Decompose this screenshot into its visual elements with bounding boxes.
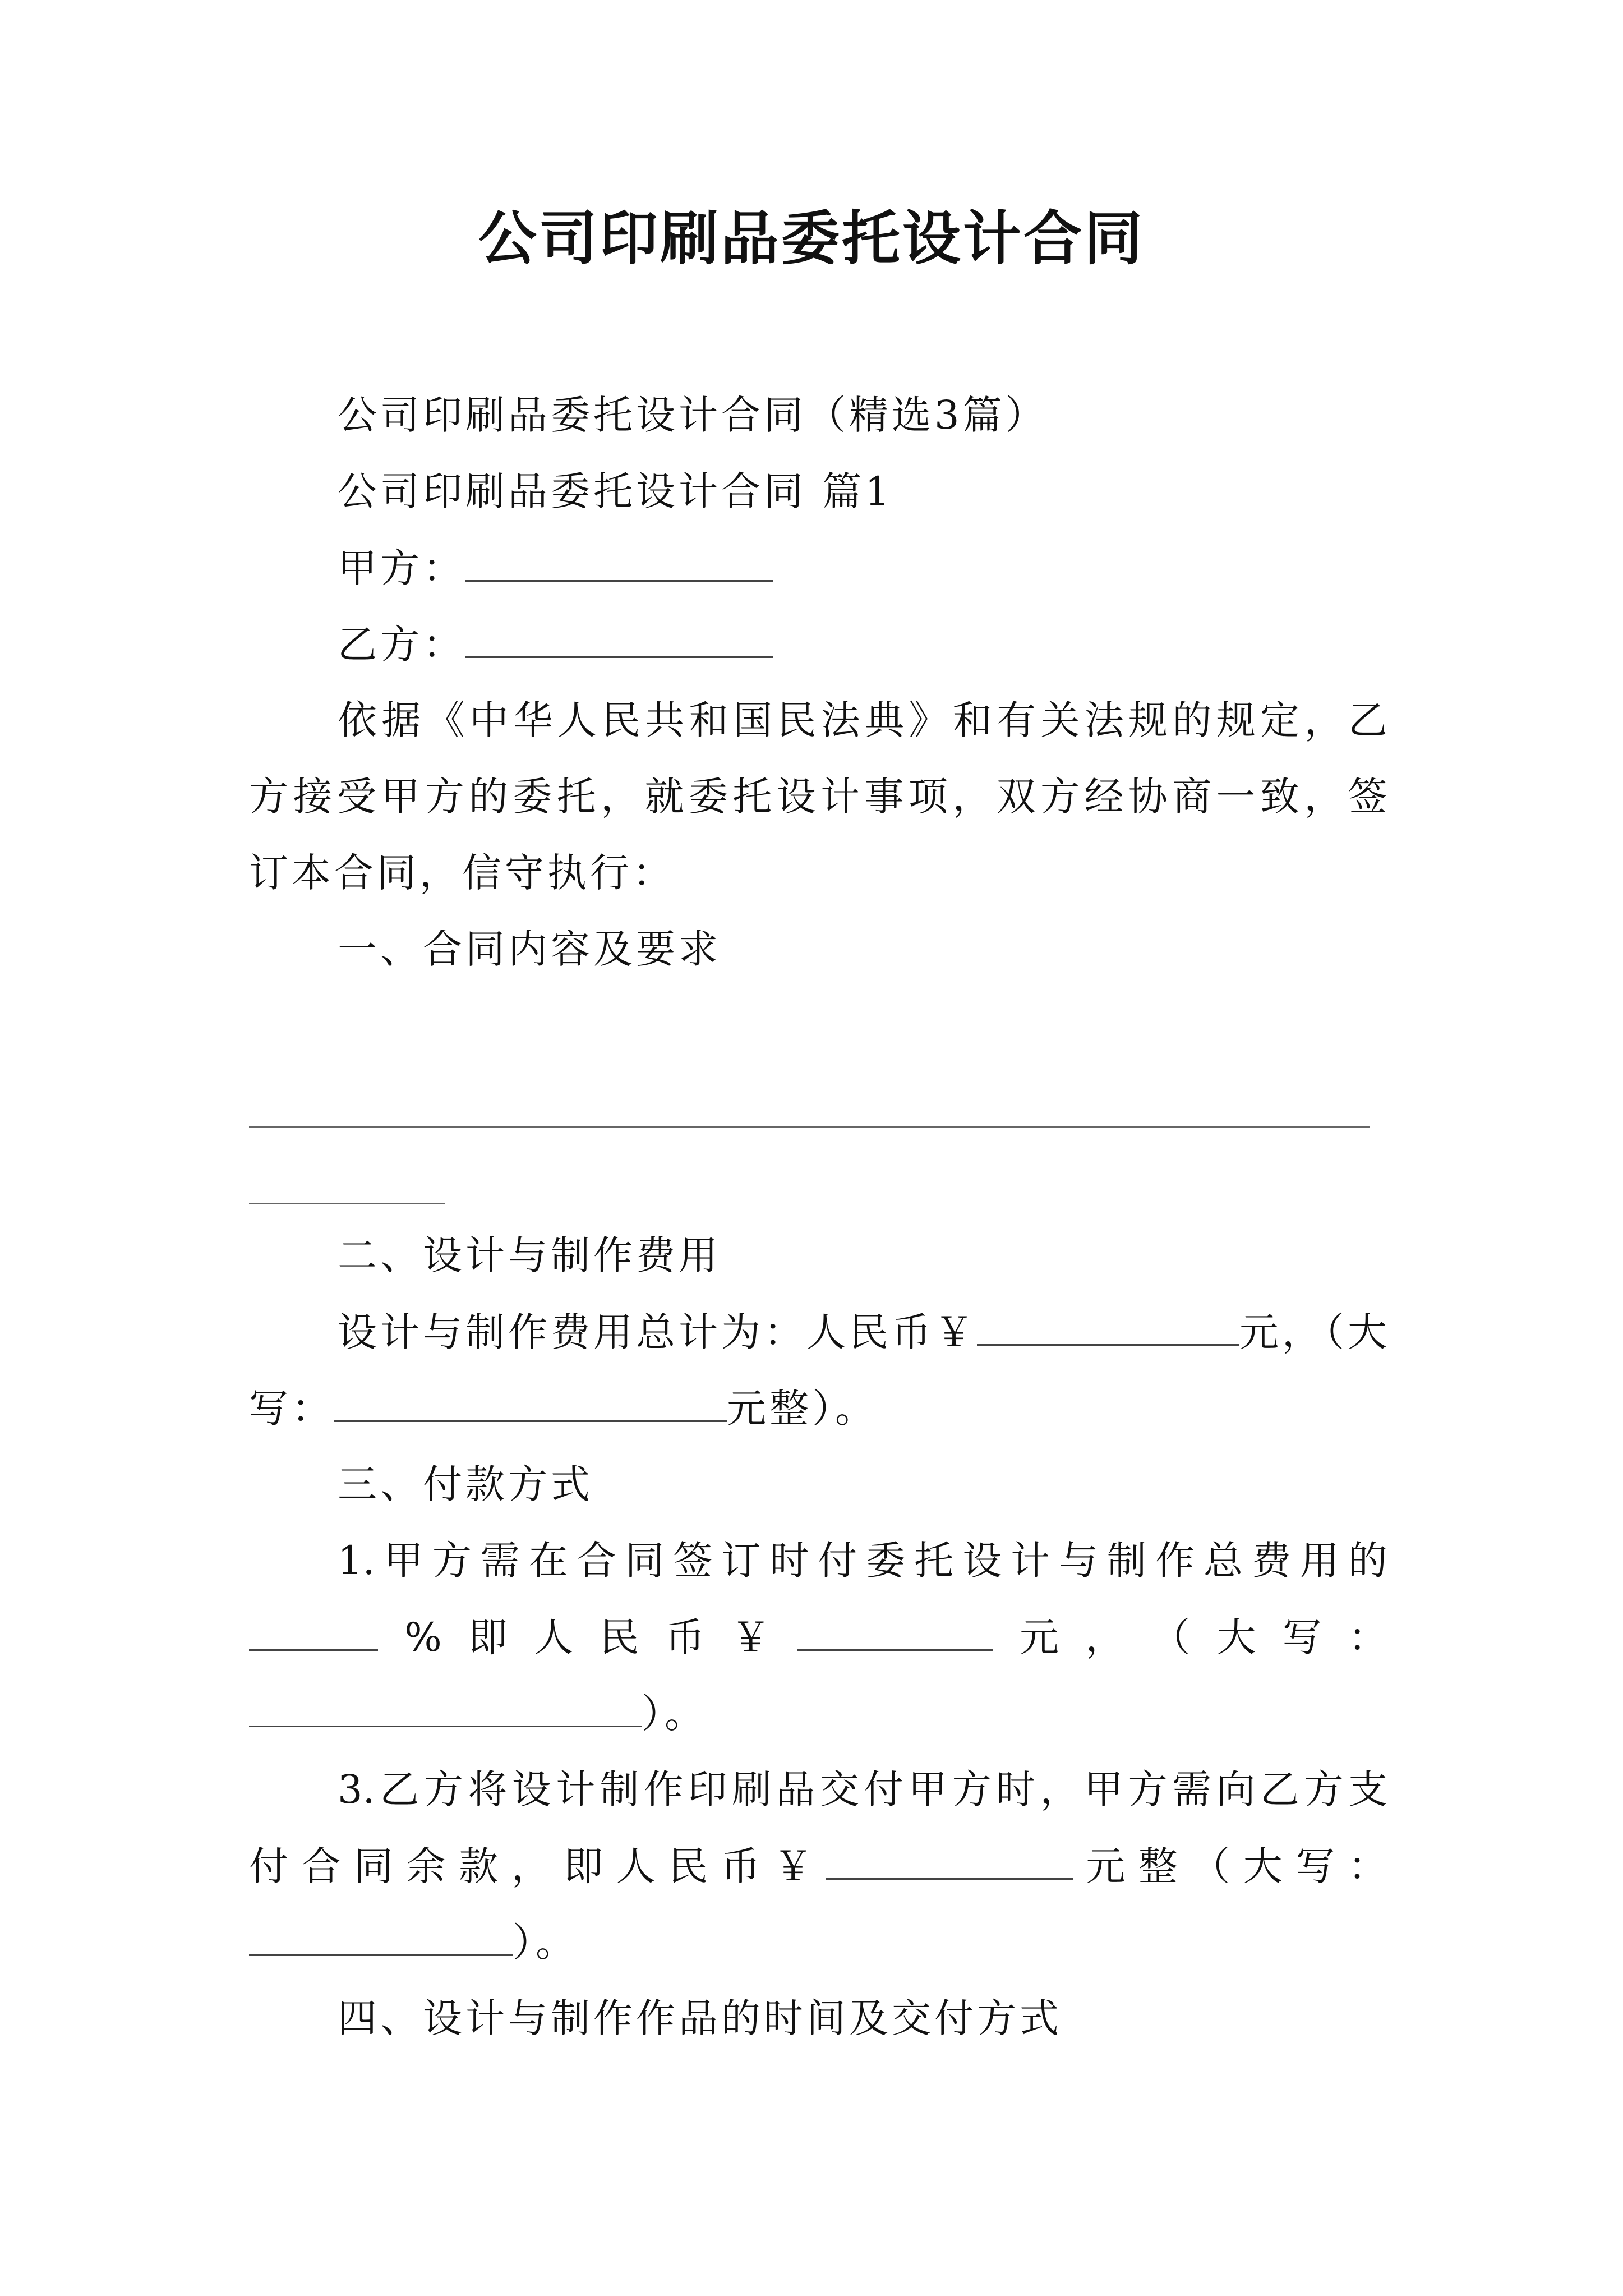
pay3-char: 刷 [732,1766,772,1812]
intro-char: 的 [468,774,508,820]
pay3-line-1 [338,1761,1387,1818]
pay3-char: 制 [600,1766,639,1812]
section-3-heading: 三、付款方式 [338,1461,593,1507]
intro-char: 和 [689,697,728,743]
pay3-char: （ [1191,1843,1230,1889]
pay3-char: 作 [644,1766,684,1812]
pay3-char: 民 [668,1843,708,1889]
intro-char: 和 [952,697,992,743]
intro-char: 乙 [1348,697,1387,743]
intro-char: 关 [1040,697,1080,743]
pay1-percent-blank[interactable] [249,1609,378,1651]
pay3-char: 乙 [1260,1766,1299,1812]
pay3-char: 计 [556,1766,596,1812]
pay1-char: 用 [1299,1538,1339,1584]
pay1-char: 币 [665,1614,705,1660]
intro-char: 规 [1128,697,1168,743]
pay3-char: 印 [688,1766,727,1812]
intro-char: 方 [1040,774,1080,820]
pay1-char: 的 [1348,1538,1387,1584]
document-title: 公司印刷品委托设计合同 [478,204,1145,273]
intro-char: 中 [469,697,509,743]
pay3-char: 需 [1172,1766,1211,1812]
intro-char: 委 [513,774,552,820]
intro-char: ， [952,774,992,820]
pay3-char: 余 [406,1843,446,1889]
requirements-blank-line-2[interactable] [249,1203,445,1204]
pay3-char: ： [1348,1843,1387,1889]
pay1-char: 总 [1203,1538,1243,1584]
intro-char: 协 [1128,774,1168,820]
pay1-char: 与 [1059,1538,1099,1584]
party-b-blank[interactable] [465,616,773,658]
intro-line-3: 订本合同，信守执行： [249,850,675,896]
pay1-char: 作 [1155,1538,1195,1584]
intro-char: 规 [1216,697,1256,743]
intro-char: 甲 [381,774,421,820]
intro-line-1 [338,692,1387,748]
intro-char: 人 [557,697,597,743]
section-1-heading: 一、合同内容及要求 [338,926,721,972]
intro-char: 委 [688,774,728,820]
pay3-char: 元 [1086,1843,1126,1889]
party-a-blank[interactable] [465,540,773,582]
pay3-char: 交 [820,1766,860,1812]
intro-char: 法 [1084,697,1124,743]
intro-char: 有 [997,697,1036,743]
pay3-char: 乙 [380,1766,419,1812]
intro-line-2 [249,769,1387,825]
fee-capital-label: 写： [249,1386,334,1432]
pay3-char: 方 [952,1766,992,1812]
pay1-char: 签 [673,1538,713,1584]
fee-suffix: 元，（大 [1239,1309,1390,1355]
pay3-char: 合 [301,1843,341,1889]
party-b-label: 乙方： [338,622,465,668]
document-subtitle: 公司印刷品委托设计合同（精选3篇） [338,392,1048,438]
pay1-char: ， [1085,1614,1125,1660]
pay1-line-1 [338,1533,1387,1589]
part-heading: 公司印刷品委托设计合同 篇1 [338,468,893,514]
intro-char: 托 [556,774,596,820]
fee-prefix: 设计与制作费用总计为：人民币￥ [338,1309,977,1355]
intro-char: 依 [338,697,377,743]
pay1-amount-blank[interactable] [797,1609,993,1651]
intro-char: 方 [249,774,288,820]
pay1-char: 付 [818,1538,857,1584]
pay3-char: 将 [468,1766,508,1812]
pay1-char: 费 [1251,1538,1291,1584]
fee-line-1 [338,1304,1390,1360]
intro-char: 法 [820,697,860,743]
fee-capital-blank[interactable] [334,1380,727,1422]
intro-char: 经 [1084,774,1124,820]
intro-char: 共 [645,697,685,743]
pay1-char: ： [1348,1614,1387,1660]
pay1-char: 需 [480,1538,520,1584]
pay3-line-3 [249,1914,1387,1971]
pay3-capital-blank[interactable] [249,1914,513,1956]
fee-line-2 [249,1380,1387,1437]
pay3-char: 款 [459,1843,499,1889]
pay1-char: 在 [528,1538,568,1584]
pay1-capital-blank[interactable] [249,1685,642,1727]
pay1-line-2 [249,1609,1387,1665]
pay1-char: ￥ [731,1614,771,1660]
pay3-char: 甲 [908,1766,948,1812]
pay1-capital-suffix: ）。 [642,1691,707,1737]
pay3-char: 方 [1128,1766,1168,1812]
intro-char: 接 [293,774,333,820]
pay1-char: 甲 [384,1538,423,1584]
pay1-char: 委 [866,1538,906,1584]
intro-char: 典 [865,697,905,743]
pay1-char: 方 [432,1538,472,1584]
intro-char: 托 [732,774,772,820]
intro-char: 设 [776,774,816,820]
intro-char: 据 [381,697,421,743]
pay3-char: 即 [564,1843,603,1889]
intro-char: 商 [1172,774,1212,820]
intro-char: 双 [996,774,1036,820]
pay3-char: 方 [1304,1766,1344,1812]
intro-char: 民 [601,697,641,743]
pay1-char: 时 [769,1538,809,1584]
intro-char: 项 [908,774,948,820]
pay1-char: 订 [721,1538,761,1584]
pay3-char: 向 [1216,1766,1256,1812]
pay3-char: 写 [1295,1843,1335,1889]
intro-char: 受 [336,774,376,820]
pay3-char: ， [511,1843,551,1889]
pay3-char: ， [1040,1766,1080,1812]
intro-char: ， [1304,697,1344,743]
intro-char: 国 [733,697,773,743]
pay3-char: 支 [1348,1766,1387,1812]
pay3-char: 时 [996,1766,1036,1812]
requirements-blank-line-1[interactable] [249,1126,1370,1128]
section-4-heading: 四、设计与制作作品的时间及交付方式 [338,1995,1062,2041]
pay1-char: 元 [1020,1614,1059,1660]
pay1-char: 大 [1216,1614,1256,1660]
intro-char: 《 [425,697,465,743]
pay3-line-2 [249,1838,1387,1894]
intro-char: 签 [1348,774,1387,820]
intro-char: 方 [425,774,464,820]
pay1-char: 即 [468,1614,508,1660]
pay3-char: 甲 [1084,1766,1124,1812]
pay3-char: ￥ [773,1843,813,1889]
pay3-char: 付 [864,1766,903,1812]
pay1-line-3 [249,1685,1387,1742]
pay1-char: % [404,1614,442,1660]
pay1-char: 人 [534,1614,574,1660]
intro-char: 一 [1216,774,1256,820]
pay3-char: 大 [1243,1843,1283,1889]
intro-char: 计 [820,774,860,820]
pay3-char: 方 [423,1766,463,1812]
pay3-char: 人 [616,1843,656,1889]
intro-char: 华 [513,697,553,743]
party-a-row [338,540,1387,596]
pay1-char: 合 [577,1538,616,1584]
pay3-char: 品 [776,1766,815,1812]
intro-char: 致 [1260,774,1299,820]
intro-char: ， [1304,774,1344,820]
pay1-char: 同 [625,1538,665,1584]
pay3-char: 设 [511,1766,551,1812]
pay3-char: 同 [354,1843,394,1889]
pay3-char: 付 [249,1843,288,1889]
pay1-char: 民 [600,1614,639,1660]
pay3-capital-suffix: ）。 [513,1920,578,1966]
party-b-row [338,616,1387,673]
pay3-amount-blank[interactable] [826,1838,1073,1880]
section-2-heading: 二、设计与制作费用 [338,1232,721,1278]
pay1-char: 计 [1011,1538,1050,1584]
pay1-char: （ [1151,1614,1191,1660]
intro-char: 民 [777,697,817,743]
pay1-char: 托 [914,1538,954,1584]
pay1-char: 写 [1282,1614,1322,1660]
intro-char: 的 [1172,697,1212,743]
intro-char: 定 [1260,697,1300,743]
party-a-label: 甲方： [338,545,465,591]
intro-char: 》 [909,697,948,743]
pay1-char: 1. [338,1538,375,1584]
intro-char: 就 [644,774,684,820]
fee-capital-suffix: 元整）。 [727,1386,878,1432]
intro-char: 事 [864,774,904,820]
pay1-char: 制 [1107,1538,1147,1584]
pay3-char: 整 [1138,1843,1178,1889]
fee-amount-blank[interactable] [977,1304,1239,1346]
pay1-char: 设 [962,1538,1002,1584]
pay3-char: 币 [721,1843,760,1889]
intro-char: ， [601,774,640,820]
pay3-char: 3. [338,1766,375,1812]
